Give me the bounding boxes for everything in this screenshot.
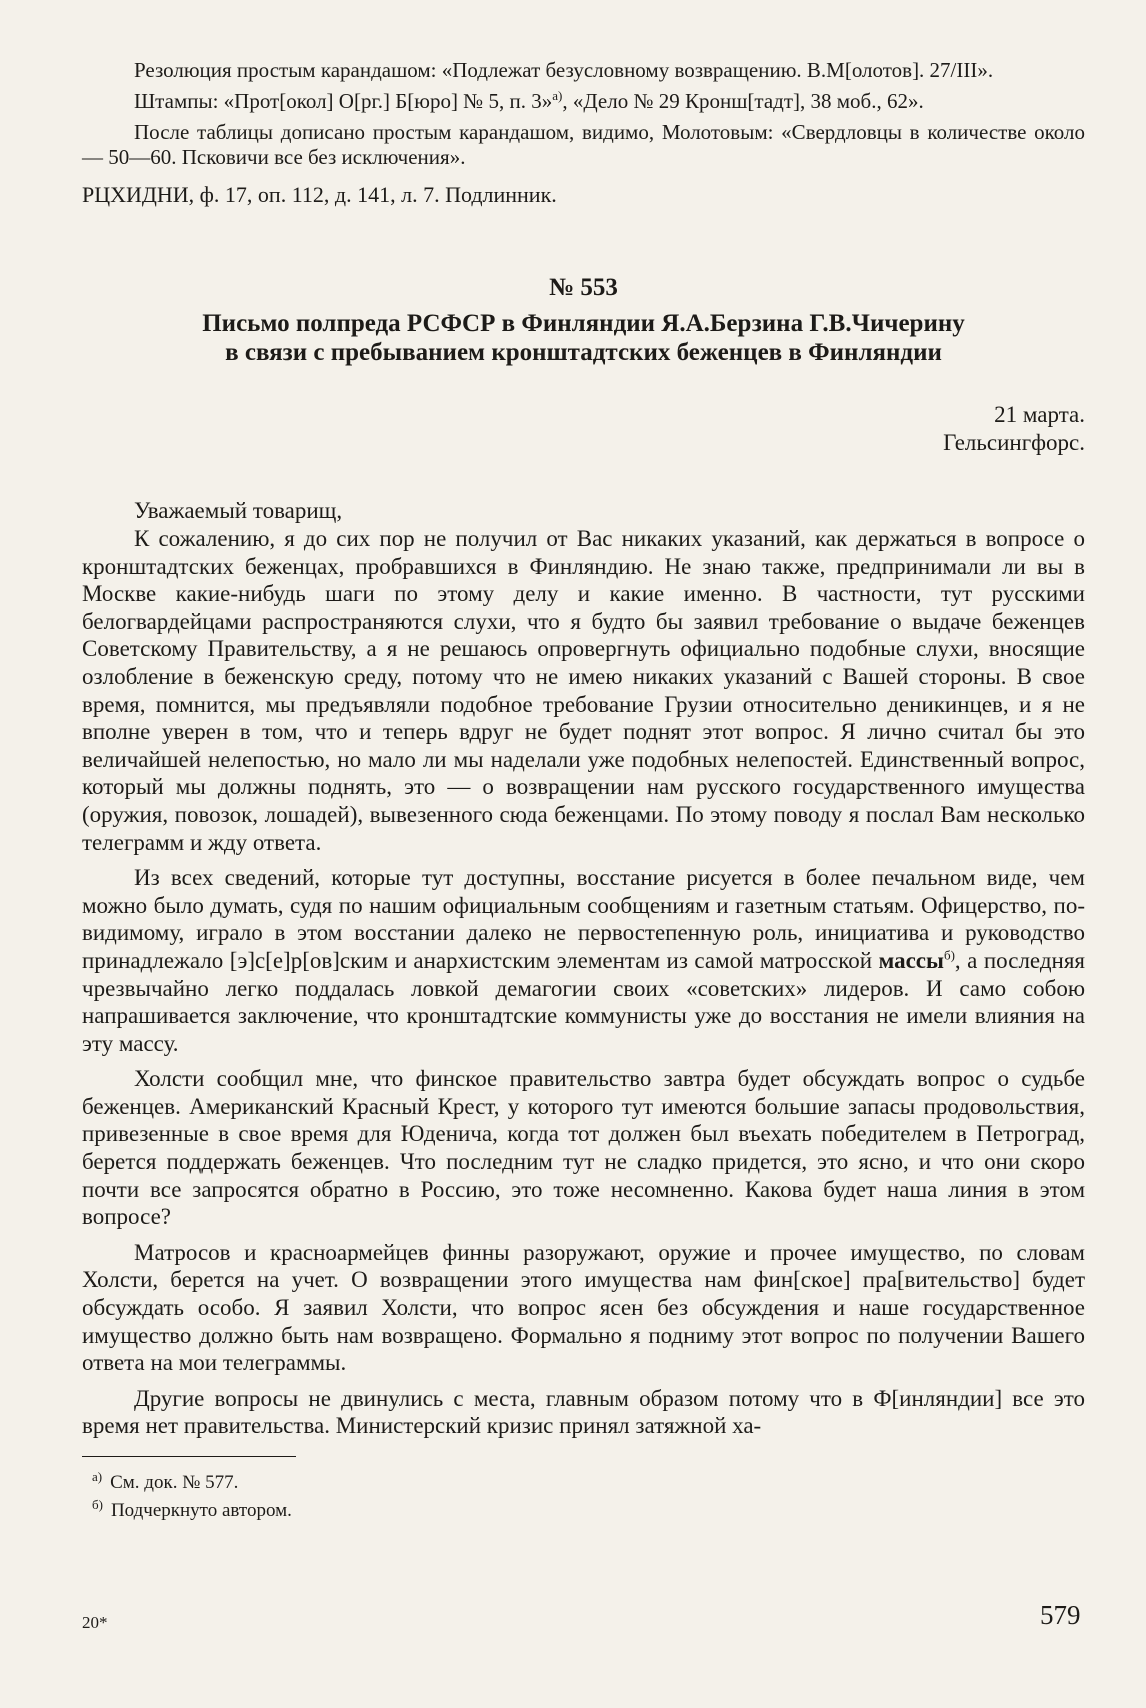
letter-place: Гельсингфорс. bbox=[943, 430, 1085, 455]
paragraph-3: Холсти сообщил мне, что финское правительство завтра будет обсуждать вопрос о судьбе беженцев. Американский Красный Крест, у которого тут имеются большие запасы продовольствия, привезенные в свое время для Юденича, когда тот должен был въехать победителем в Петроград, берется поддержать беженцев. Что последним тут не сладко придется, это ясно, и что они скоро почти все запросятся обратно в Россию, это тоже несомненно. Какова будет наша линия в этом вопросе? bbox=[82, 1066, 1085, 1230]
paragraph-2 bbox=[82, 864, 1085, 1057]
page-number: 579 bbox=[1040, 1600, 1081, 1630]
stamps-note bbox=[82, 89, 1085, 114]
printer-signature-mark: 20* bbox=[82, 1613, 108, 1632]
paragraph-2-start: Из всех сведений, которые тут доступны, восстание рисуется в более печальном виде, чем можно было думать, судя по нашим официальным сообщениям и газетным статьям. Офицерство, по-видимому, играло в этом восстании далеко не первостепенную роль, инициатива и руководство принадлежало [э]с[е]р[ов]ским и анархистским элементам из самой матросской bbox=[82, 865, 1085, 973]
footnote-divider bbox=[82, 1456, 296, 1457]
archival-notes bbox=[82, 58, 1085, 207]
footnote-a bbox=[82, 1469, 1085, 1497]
page-content bbox=[82, 58, 1085, 1525]
document-title bbox=[82, 309, 1085, 367]
paragraph-2-end: , а последняя чрезвычайно легко поддалась ловкой демагогии своих «советских» лидеров. И само собою напрашивается заключение, что кронштадтские коммунисты уже до восстания не имели влияния на эту массу. bbox=[82, 947, 1085, 1056]
footnote-a-text: См. док. № 577. bbox=[110, 1472, 239, 1493]
emphasized-word: массы bbox=[878, 947, 944, 973]
archive-reference: РЦХИДНИ, ф. 17, оп. 112, д. 141, л. 7. Подлинник. bbox=[82, 182, 557, 207]
addendum-note: После таблицы дописано простым карандашом, видимо, Молотовым: «Свердловцы в количестве около — 50—60. Псковичи все без исключения». bbox=[82, 120, 1085, 169]
resolution-note: Резолюция простым карандашом: «Подлежат безусловному возвращению. В.М[олотов]. 27/III». bbox=[134, 58, 994, 82]
footnote-marker-b: б) bbox=[943, 947, 955, 963]
letter-date: 21 марта. bbox=[994, 402, 1085, 427]
footnotes bbox=[82, 1469, 1085, 1525]
document-number: № 553 bbox=[549, 274, 618, 301]
salutation: Уважаемый товарищ, bbox=[134, 498, 343, 523]
footnote-a-mark: а) bbox=[92, 1468, 103, 1484]
stamps-text-end: , «Дело № 29 Кронш[тадт], 38 моб., 62». bbox=[562, 89, 924, 113]
dateline bbox=[82, 401, 1085, 457]
footnote-b bbox=[82, 1497, 1085, 1525]
title-line-2: в связи с пребыванием кронштадтских беженцев в Финляндии bbox=[225, 339, 942, 366]
paragraph-5: Другие вопросы не двинулись с места, главным образом потому что в Ф[инляндии] все это время нет правительства. Министерский кризис принял затяжной ха- bbox=[82, 1385, 1085, 1439]
footnote-marker-a: а) bbox=[552, 88, 563, 103]
paragraph-4: Матросов и красноармейцев финны разоружают, оружие и прочее имущество, по словам Холсти, берется на учет. О возвращении этого имущества нам фин[ское] пра[вительство] будет обсуждать особо. Я заявил Холсти, что вопрос ясен без обсуждения и наше государственное имущество должно быть нам возвращено. Формально я подниму этот вопрос по получении Вашего ответа на мои телеграммы. bbox=[82, 1239, 1085, 1376]
footnote-b-text: Подчеркнуто автором. bbox=[110, 1500, 292, 1521]
stamps-text: Штампы: «Прот[окол] О[рг.] Б[юро] № 5, п. 3» bbox=[134, 89, 553, 113]
title-line-1: Письмо полпреда РСФСР в Финляндии Я.А.Берзина Г.В.Чичерину bbox=[202, 310, 965, 337]
paragraph-1: К сожалению, я до сих пор не получил от Вас никаких указаний, как держаться в вопросе о кронштадтских беженцах, пробравшихся в Финляндию. Не знаю также, предпринимали ли вы в Москве какие-нибудь шаги по этому делу и какие именно. В частности, тут русскими белогвардейцами распространяются слухи, что я будто бы заявил требование о выдаче беженцев Советскому Правительству, а я не решаюсь опровергнуть официально подобные слухи, вносящие озлобление в беженскую среду, потому что не имею никаких указаний с Вашей стороны. В свое время, помнится, мы предъявляли подобное требование Грузии относительно деникинцев, и я не вполне уверен в том, что и теперь вдруг не будет поднят этот вопрос. Я лично считал бы это величайшей нелепостью, но мало ли мы наделали уже подобных нелепостей. Единственный вопрос, который мы должны поднять, это — о возвращении нам русского государственного имущества (оружия, повозок, лошадей), вывезенного сюда беженцами. По этому поводу я послал Вам несколько телеграмм и жду ответа. bbox=[82, 526, 1085, 855]
footnote-b-mark: б) bbox=[92, 1496, 103, 1512]
letter-body bbox=[82, 525, 1085, 1440]
